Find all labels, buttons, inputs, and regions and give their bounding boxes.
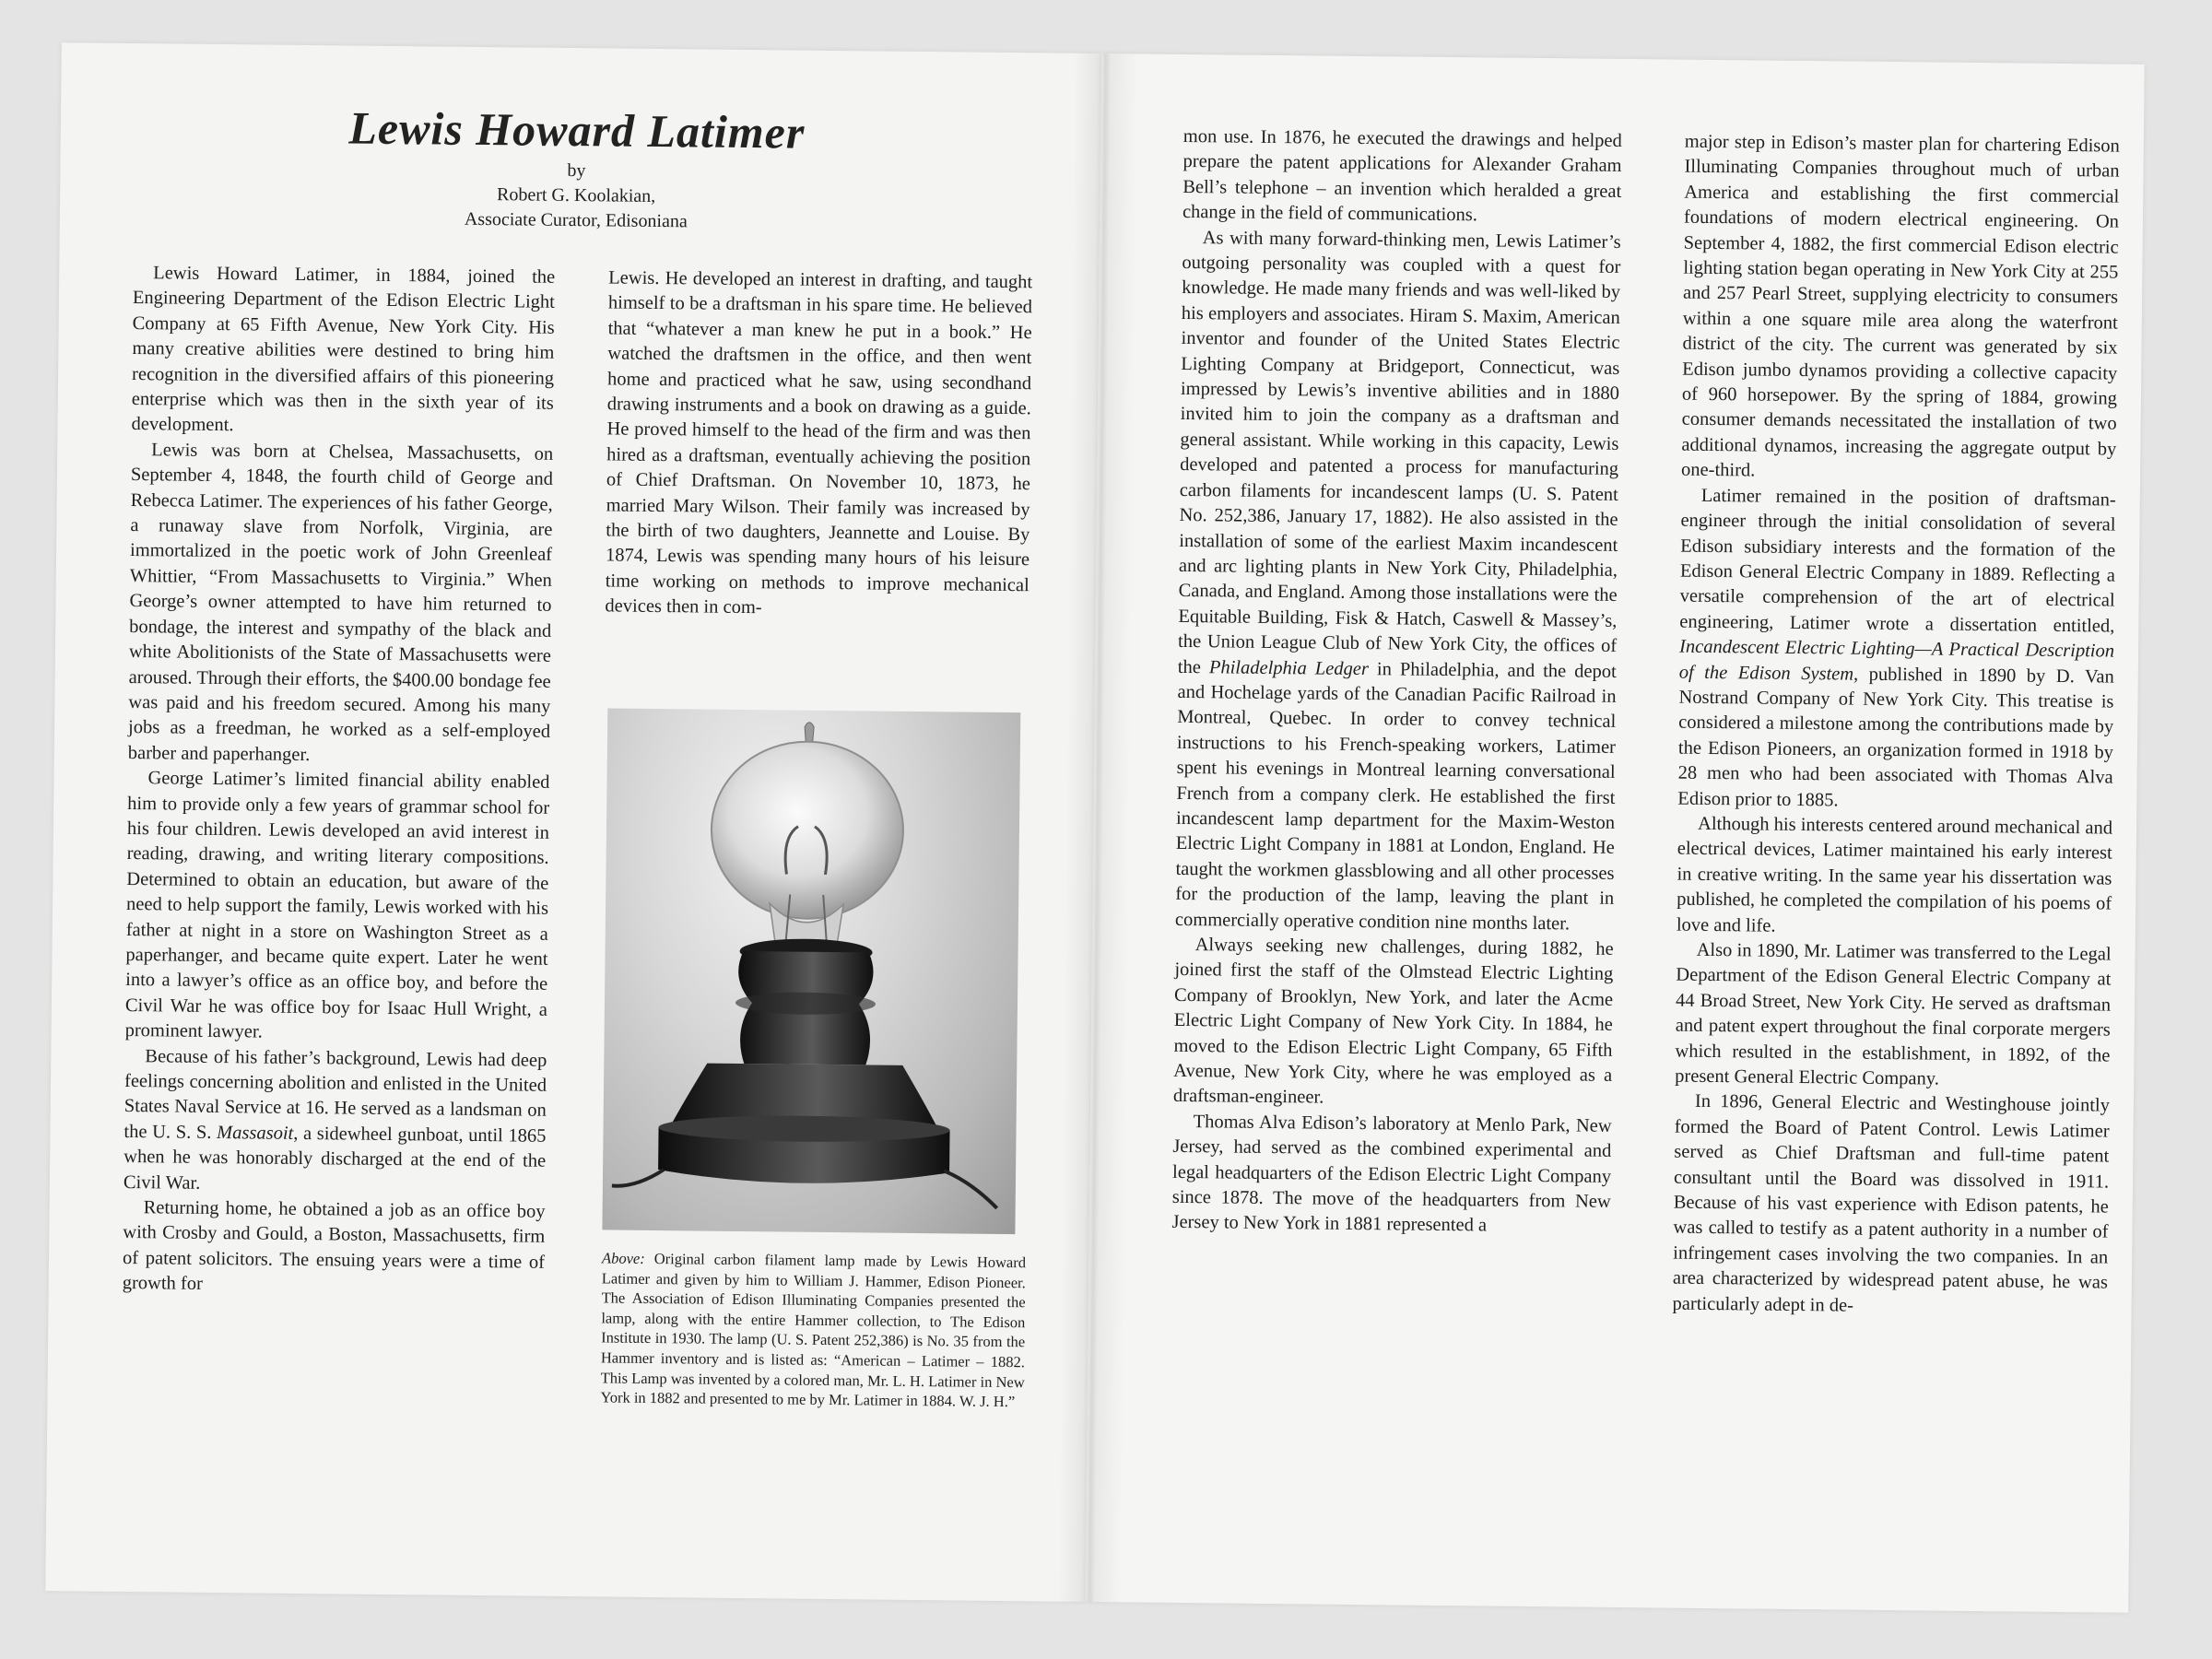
author-title: Associate Curator, Edisoniana bbox=[464, 208, 688, 232]
text-run: in Philadelphia, and the depot and Hochelage yards of the Canadian Pacific Railroad in Montreal, Quebec. In order to convey technical instructions to his French-speaking workers, Latimer spent his evenings in Montreal learning conversational French from a company clerk. He established the first incandescent lamp department for the Maxim-Weston Electric Light Company in 1881 at London, England. He taught the workmen glassblowing and all other processes for the production of the lamp, leaving the plant in commercially operative condition nine months later. bbox=[1174, 658, 1617, 934]
article-title: Lewis Howard Latimer bbox=[348, 101, 806, 159]
magazine-spread bbox=[45, 42, 2144, 1613]
text-column-2 bbox=[605, 265, 1032, 623]
text-column-4 bbox=[1672, 130, 2119, 1322]
paragraph: Lewis. He developed an interest in drafting, and taught himself to be a draftsman in his spare time. He believed that “whatever a man knew he put in a book.” He watched the draftsmen in the office, and then went home and practiced what he saw, using secondhand drawing instruments and a book on drawing as a guide. He proved himself to the head of the firm and was then hired as a draftsman, eventually achieving the position of Chief Draftsman. On November 10, 1873, he married Mary Wilson. Their family was increased by the birth of two daughters, Jeannette and Louise. By 1874, Lewis was spending many hours of his leisure time working on methods to improve mechanical devices then in com- bbox=[605, 267, 1033, 618]
paragraph: Always seeking new challenges, during 1882, he joined first the staff of the Olmstead Electric Lighting Company of Brooklyn, New York, and later the Acme Electric Light Company of New York City. In 1884, he moved to the Edison Electric Light Company, 65 Fifth Avenue, New York City, where he was employed as a draftsman-engineer. bbox=[1172, 935, 1614, 1109]
caption-text: Original carbon filament lamp made by Lewis Howard Latimer and given by him to William J. Hammer, Edison Pioneer. The Association of Edison Illuminating Companies presented the lamp, along with the entire Hammer collection, to The Edison Institute in 1930. The lamp (U. S. Patent 252,386) is No. 35 from the Hammer inventory and is listed as: “American – Latimer – 1882. This Lamp was invented by a colored man, Mr. L. H. Latimer in New York in 1882 and presented to me by Mr. Latimer in 1884. W. J. H.” bbox=[600, 1249, 1027, 1411]
paragraph: major step in Edison’s master plan for chartering Edison Illuminating Companies throughout much of urban America and establishing the first commercial foundations of modern electrical engineering. On September 4, 1882, the first commercial Edison electric lighting station began operating in New York City at 255 and 257 Pearl Street, supplying electricity to consumers within a one square mile area along the waterfront district of the city. The current was generated by six Edison jumbo dynamos providing a collective capacity of 960 horsepower. By the spring of 1884, growing consumer demands necessitated the installation of two additional dynamos, increasing the aggregate output by one-third. bbox=[1680, 131, 2120, 481]
text-run: , published in 1890 by D. Van Nostrand Company of New York City. This treatise is considered a milestone among the contributions made by the Edison Pioneers, an organization formed in 1918 by 28 men who had been associated with Thomas Alva Edison prior to 1885. bbox=[1677, 664, 2114, 811]
byline bbox=[346, 156, 807, 235]
text-run: Because of his father’s background, Lewis had deep feelings concerning abolition and enlisted in the United States Naval Service at 16. He served as a landsman on the U. S. S. bbox=[124, 1045, 547, 1143]
byline-by: by bbox=[567, 159, 586, 182]
right-page bbox=[1085, 53, 2145, 1613]
ship-name: Massasoit bbox=[217, 1122, 294, 1144]
left-page bbox=[45, 42, 1101, 1602]
paragraph bbox=[1677, 483, 2116, 816]
paragraph: Thomas Alva Edison’s laboratory at Menlo Park, New Jersey, had served as the combined experimental and legal headquarters of the Edison Electric Light Company since 1878. The move of the headquarters from New Jersey to New York in 1881 represented a bbox=[1171, 1111, 1612, 1236]
caption-lead: Above: bbox=[601, 1249, 645, 1267]
photo-caption bbox=[600, 1248, 1026, 1412]
paragraph: Also in 1890, Mr. Latimer was transferred to the Legal Department of the Edison General Electric Company at 44 Broad Street, New York City. He served as draftsman and patent expert throughout the final corporate mergers which resulted in the establishment, in 1892, of the present General Electric Company. bbox=[1675, 939, 2112, 1089]
paragraph: Returning home, he obtained a job as an office boy with Crosby and Gould, a Boston, Massachusetts, firm of patent solicitors. The ensuing years were a time of growth for bbox=[122, 1197, 546, 1295]
paragraph bbox=[1175, 226, 1621, 937]
paragraph: Lewis Howard Latimer, in 1884, joined the Engineering Department of the Edison Electric Light Company at 65 Fifth Avenue, New York City. His many creative abilities were destined to bring him recognition in the diversified affairs of this pioneering enterprise which was then in the sixth year of its development. bbox=[131, 263, 556, 436]
book-title: Incandescent Electric Lighting—A Practical Description of the Edison System bbox=[1678, 636, 2115, 685]
text-run: , a sidewheel gunboat, until 1865 when he was honorably discharged at the end of the Civil War. bbox=[123, 1123, 547, 1194]
paragraph: Although his interests centered around mechanical and electrical devices, Latimer maintained his early interest in creative writing. In the same year his dissertation was published, he completed the compilation of his poems of love and life. bbox=[1676, 813, 2113, 936]
carbon-filament-lamp-image bbox=[602, 708, 1020, 1234]
text-column-3 bbox=[1171, 124, 1622, 1241]
paragraph bbox=[124, 1044, 547, 1200]
author-name: Robert G. Koolakian, bbox=[496, 184, 656, 206]
paragraph: In 1896, General Electric and Westinghouse jointly formed the Board of Patent Control. Lewis Latimer served as Chief Draftsman and full-time patent consultant until the Board was dissolved in 1911. Because of his vast experience with Edison patents, he was called to testify as a patent authority in a number of infringement cases involving the two companies. In an area characterized by widespread patent abuse, he was particularly adept in de- bbox=[1672, 1091, 2111, 1316]
text-run: As with many forward-thinking men, Lewis Latimer’s outgoing personality was coupled with a quest for knowledge. He made many friends and was well-liked by his employers and associates. Hiram S. Maxim, American inventor and founder of the United States Electric Lighting Company at Bridgeport, Connecticut, was impressed by Lewis’s inventive abilities and in 1880 invited him to join the company as a draftsman and general assistant. While working in this capacity, Lewis developed and patented a process for manufacturing carbon filaments for incandescent lamps (U. S. Patent No. 252,386, January 17, 1882). He also assisted in the installation of some of the earliest Maxim incandescent and arc lighting plants in New York City, Philadelphia, Canada, and England. Among those installations were the Equitable Building, Fisk & Hatch, Caswell & Massey’s, the Union League Club of New York City, the offices of the bbox=[1177, 227, 1621, 677]
newspaper-name: Philadelphia Ledger bbox=[1208, 656, 1370, 679]
lamp-photo bbox=[602, 708, 1020, 1234]
paragraph: George Latimer’s limited financial ability enabled him to provide only a few years of grammar school for his four children. Lewis developed an avid interest in reading, drawing, and writing literary compositions. Determined to obtain an education, but aware of the need to help support the family, Lewis worked with his father at night in a store on Washington Street as a paperhanger, and became quite expert. Later he went into a lawyer’s office as an office boy, and before the Civil War he was office boy for Isaac Hull Wright, a prominent lawyer. bbox=[124, 768, 550, 1042]
paragraph: Lewis was born at Chelsea, Massachusetts, on September 4, 1848, the fourth child of George and Rebecca Latimer. The experiences of his father George, a runaway slave from Norfolk, Virginia, are immortalized in the poetic work of John Greenleaf Whittier, “From Massachusetts to Virginia.” When George’s owner attempted to have him returned to bondage, the interest and sympathy of the black and white Abolitionists of the State of Massachusetts were aroused. Through their efforts, the $400.00 bondage fee was paid and his freedom secured. Among his many jobs as a freedman, he worked as a self-employed barber and paperhanger. bbox=[127, 440, 554, 765]
text-column-1 bbox=[123, 261, 556, 1300]
paragraph: mon use. In 1876, he executed the drawings and helped prepare the patent applications for Alexander Graham Bell’s telephone – an invention which heralded a great change in the field of communications. bbox=[1182, 125, 1622, 226]
text-run: Latimer remained in the position of draftsman-engineer through the initial consolidation of several Edison subsidiary interests and the formation of the Edison General Electric Company in 1889. Reflecting a versatile comprehension of the art of electrical engineering, Latimer wrote a dissertation entitled, bbox=[1679, 485, 2116, 637]
